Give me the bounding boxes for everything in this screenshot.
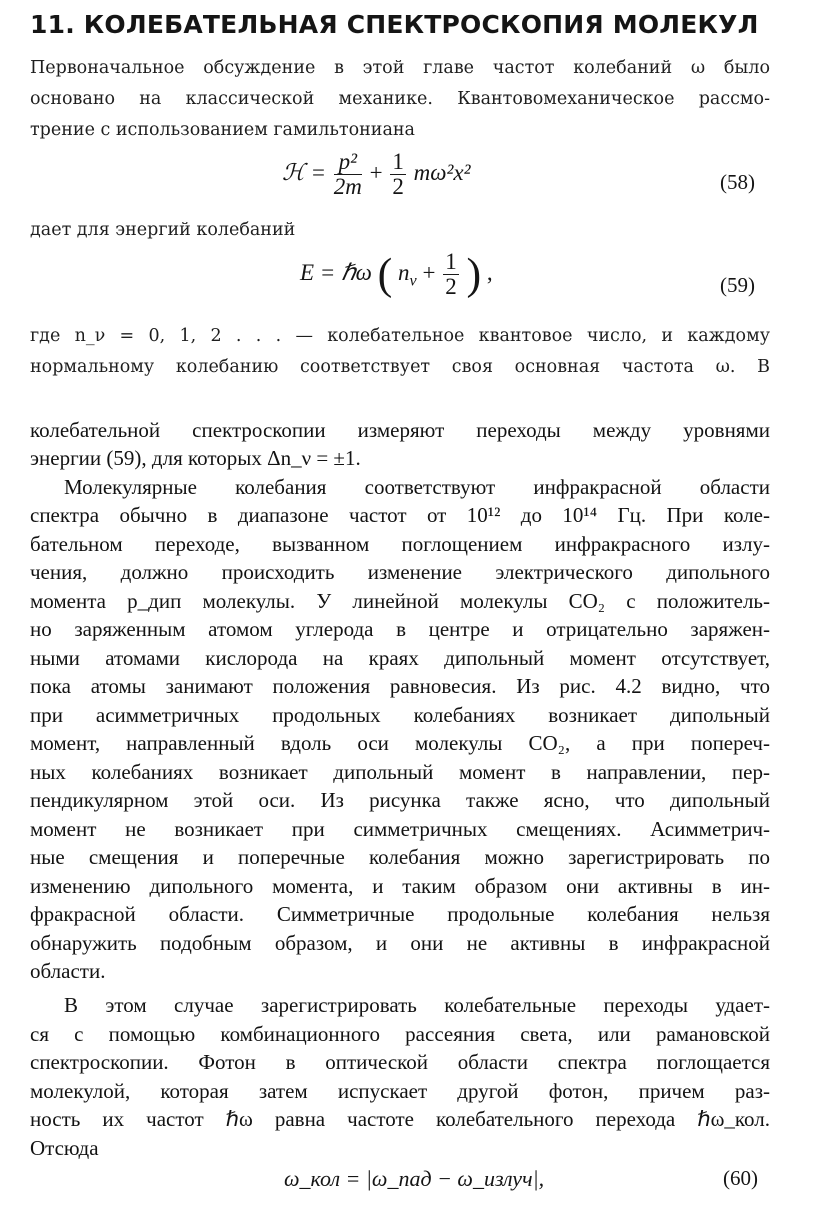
eq59-number: (59): [720, 273, 755, 297]
eq58-numerator: p²: [334, 150, 362, 175]
intro-paragraph: [30, 58, 770, 148]
eq59-n-sub: ν: [409, 272, 417, 290]
body-line: Молекулярные колебания соответствуют инфракрасной области: [64, 475, 770, 499]
body-line: при асимметричных продольных колебаниях возникает дипольный: [30, 703, 770, 727]
body-line: колебательной спектроскопии измеряют переходы между уровнями: [30, 418, 770, 442]
body-line: момента p_дип молекулы. У линейной молекулы CO₂ с положитель-: [30, 589, 770, 613]
mid-line-2: нормальному колебанию соответствует своя основная частота ω. В: [30, 357, 770, 377]
mid-paragraph: [30, 326, 770, 386]
section-heading: 11. КОЛЕБАТЕЛЬНАЯ СПЕКТРОСКОПИЯ МОЛЕКУЛ: [30, 10, 759, 39]
equation-58: [282, 150, 470, 199]
mid-line-1: где n_ν = 0, 1, 2 . . . — колебательное квантовое число, и каждому: [30, 326, 770, 346]
body-line: обнаружить подобным образом, и они не активны в инфракрасной: [30, 931, 770, 955]
body-line: молекулой, которая затем испускает другой фотон, причем раз-: [30, 1079, 770, 1103]
body-line: Отсюда: [30, 1136, 99, 1160]
after-eq58-line: дает для энергий колебаний: [30, 220, 296, 240]
body-line: ные смещения и поперечные колебания можно зарегистрировать по: [30, 845, 770, 869]
eq59-lhs: E = ℏω: [300, 259, 372, 285]
body-line: момент не возникает при симметричных смещениях. Асимметрич-: [30, 817, 770, 841]
eq58-denominator: 2m: [333, 174, 362, 200]
eq59-close-paren: ): [466, 249, 482, 299]
eq58-half-num: 1: [392, 149, 404, 174]
eq59-frac-half: [443, 250, 459, 299]
body-line: фракрасной области. Симметричные продольные колебания нельзя: [30, 902, 770, 926]
body-line: В этом случае зарегистрировать колебательные переходы удает-: [64, 993, 770, 1017]
body-line: спектроскопии. Фотон в оптической области спектра поглощается: [30, 1050, 770, 1074]
equation-60: ω_кол = |ω_пад − ω_излуч|,: [284, 1166, 545, 1191]
equation-59: [300, 250, 493, 299]
eq58-number: (58): [720, 170, 755, 194]
intro-line-1: Первоначальное обсуждение в этой главе частот колебаний ω было: [30, 58, 770, 78]
body-line: момент, направленный вдоль оси молекулы CO₂, а при попереч-: [30, 731, 770, 755]
body-line: бательном переходе, вызванном поглощением инфракрасного излу-: [30, 532, 770, 556]
eq58-lhs: ℋ =: [282, 159, 327, 185]
eq59-n: n: [398, 259, 410, 285]
eq59-half-num: 1: [445, 249, 457, 274]
body-line: энергии (59), для которых Δn_ν = ±1.: [30, 446, 361, 470]
body-line: спектра обычно в диапазоне частот от 10¹² до 10¹⁴ Гц. При коле-: [30, 503, 770, 527]
body-line: ными атомами кислорода на краях дипольный момент отсутствует,: [30, 646, 770, 670]
body-line: ность их частот ℏω равна частоте колебательного перехода ℏω_кол.: [30, 1107, 770, 1131]
eq58-rest: mω²x²: [413, 159, 471, 185]
body-line: пока атомы занимают положения равновесия. Из рис. 4.2 видно, что: [30, 674, 770, 698]
eq58-frac-half: [390, 150, 406, 199]
body-line: области.: [30, 959, 106, 983]
body-line: ся с помощью комбинационного рассеяния света, или рамановской: [30, 1022, 770, 1046]
body-line: ных колебаниях возникает дипольный момент в направлении, пер-: [30, 760, 770, 784]
eq58-frac-p: [334, 150, 362, 199]
eq59-comma: ,: [486, 259, 493, 285]
body-line: изменению дипольного момента, и таким образом они активны в ин-: [30, 874, 770, 898]
eq59-open-paren: (: [377, 249, 393, 299]
intro-line-3: трение с использованием гамильтониана: [30, 120, 415, 140]
body-line: но заряженным атомом углерода в центре и отрицательно заряжен-: [30, 617, 770, 641]
intro-line-2: основано на классической механике. Квантовомеханическое рассмо-: [30, 89, 770, 109]
eq58-plus: +: [369, 159, 383, 185]
body-line: пендикулярном этой оси. Из рисунка также ясно, что дипольный: [30, 788, 770, 812]
eq59-half-den: 2: [445, 274, 457, 300]
after-eq58: [30, 220, 770, 246]
body-line: чения, должно происходить изменение электрического дипольного: [30, 560, 770, 584]
eq60-number: (60): [723, 1166, 758, 1190]
eq58-half-den: 2: [392, 174, 404, 200]
main-body: [30, 418, 770, 1158]
eq59-plus: +: [422, 259, 436, 285]
